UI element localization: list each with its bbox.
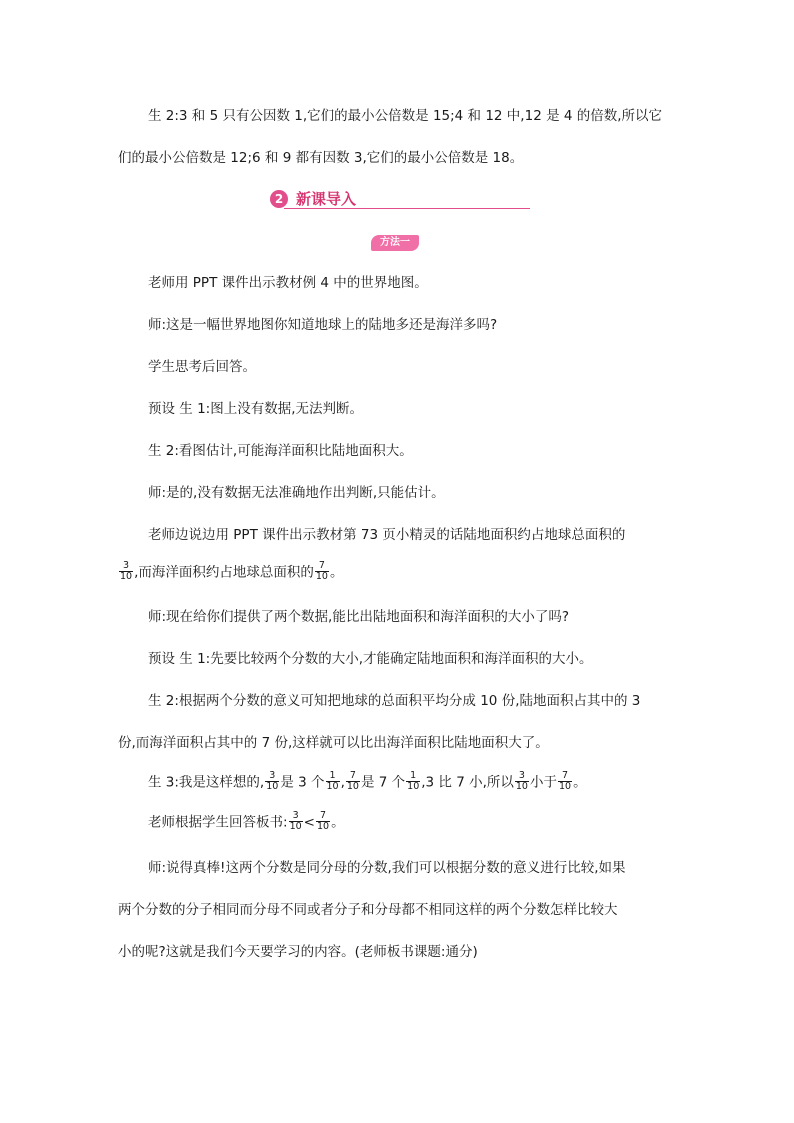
paragraph-question-1: 师:这是一幅世界地图你知道地球上的陆地多还是海洋多吗? (148, 317, 498, 333)
paragraph-students-think: 学生思考后回答。 (148, 359, 256, 375)
paragraph-preset-2: 预设 生 1:先要比较两个分数的大小,才能确定陆地面积和海洋面积的大小。 (148, 651, 593, 667)
paragraph-final-line2: 两个分数的分子相同而分母不同或者分子和分母都不相同这样的两个分数怎样比较大 (118, 902, 618, 918)
fraction-land: $\frac{3}{10}$ (120, 560, 133, 582)
paragraph-question-2: 师:现在给你们提供了两个数据,能比出陆地面积和海洋面积的大小了吗? (148, 609, 570, 625)
paragraph-ppt73-line2: $\frac{3}{10}$ ,而海洋面积约占地球总面积的 $\frac{7}{10}$ 。 (120, 560, 344, 582)
paragraph-preset-1: 预设 生 1:图上没有数据,无法判断。 (148, 401, 364, 417)
paragraph-student2-estimate: 生 2:看图估计,可能海洋面积比陆地面积大。 (148, 443, 413, 459)
method-tag: 方法一 (371, 235, 419, 251)
paragraph-student2-meaning-line1: 生 2:根据两个分数的意义可知把地球的总面积平均分成 10 份,陆地面积占其中的 3 (148, 693, 641, 709)
fraction: $\frac{7}{10}$ (346, 770, 359, 792)
paragraph-final-line1: 师:说得真棒!这两个分数是同分母的分数,我们可以根据分数的意义进行比较,如果 (148, 860, 626, 876)
paragraph-board-writing: 老师根据学生回答板书: $\frac{3}{10}$ < $\frac{7}{10}$ 。 (148, 810, 345, 832)
paragraph-student2-meaning-line2: 份,而海洋面积占其中的 7 份,这样就可以比出海洋面积比陆地面积大了。 (118, 735, 549, 751)
fraction: $\frac{1}{10}$ (326, 770, 339, 792)
paragraph-student3: 生 3:我是这样想的, $\frac{3}{10}$ 是 3 个 $\frac{1}{10}$ , $\frac{7}{10}$ 是 7 个 $\frac{1}{10}$ ,3 比 7 小,所以 $\frac{3}{10}$ 小于 $\frac{7}{10}$ 。 (148, 770, 587, 792)
section-underline (284, 208, 530, 209)
section-heading (270, 188, 530, 210)
fraction: $\frac{3}{10}$ (289, 810, 302, 832)
fraction-ocean: $\frac{7}{10}$ (315, 560, 328, 582)
fraction: $\frac{7}{10}$ (558, 770, 572, 792)
paragraph-teacher-confirm: 师:是的,没有数据无法准确地作出判断,只能估计。 (148, 485, 445, 501)
paragraph-lcm-line1: 生 2:3 和 5 只有公因数 1,它们的最小公倍数是 15;4 和 12 中,12 是 4 的倍数,所以它 (148, 108, 663, 124)
fraction: $\frac{7}{10}$ (316, 810, 330, 832)
fraction: $\frac{3}{10}$ (515, 770, 528, 792)
paragraph-lcm-line2: 们的最小公倍数是 12;6 和 9 都有因数 3,它们的最小公倍数是 18。 (118, 150, 524, 166)
paragraph-final-line3: 小的呢?这就是我们今天要学习的内容。(老师板书课题:通分) (118, 944, 478, 960)
paragraph-teacher-ppt: 老师用 PPT 课件出示教材例 4 中的世界地图。 (148, 275, 428, 291)
section-title: 新课导入 (296, 190, 357, 208)
fraction: $\frac{1}{10}$ (407, 770, 420, 792)
fraction: $\frac{3}{10}$ (266, 770, 279, 792)
section-number-badge: 2 (270, 190, 288, 208)
paragraph-ppt73-line1: 老师边说边用 PPT 课件出示教材第 73 页小精灵的话陆地面积约占地球总面积的 (148, 527, 626, 543)
